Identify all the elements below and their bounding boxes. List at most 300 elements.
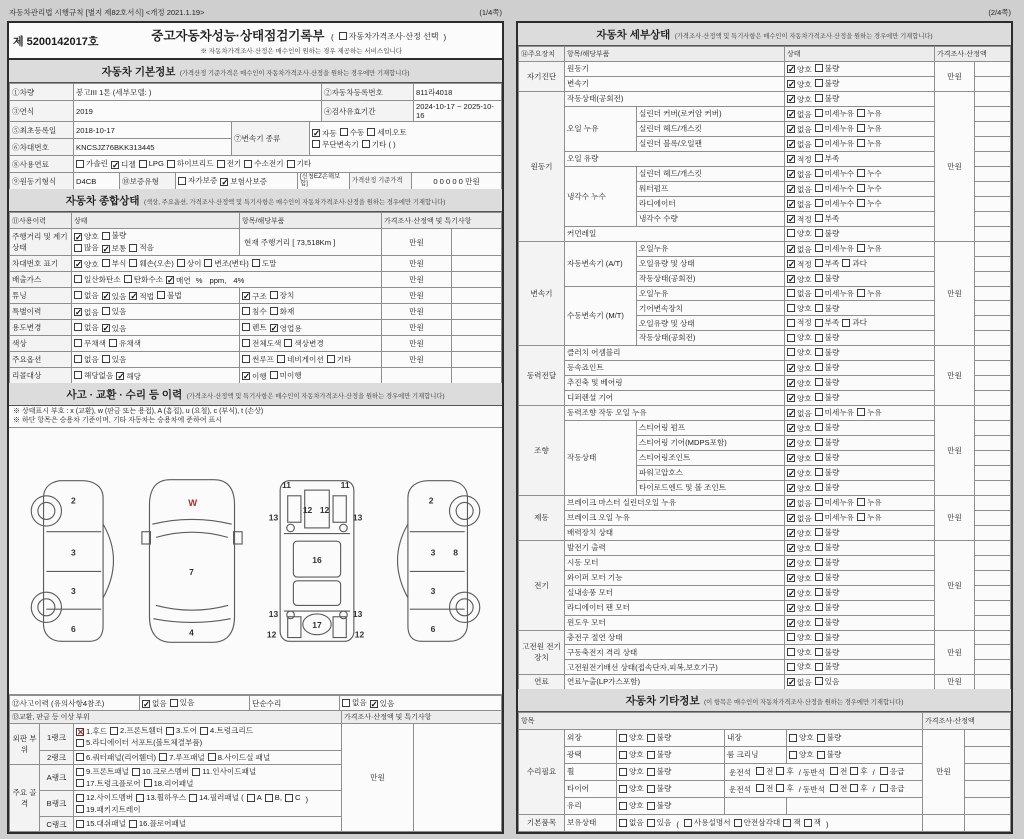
checkbox[interactable] bbox=[242, 323, 250, 331]
checkbox[interactable] bbox=[815, 139, 823, 147]
checked-checkbox[interactable]: ✓ bbox=[243, 291, 251, 301]
checkbox-option[interactable] bbox=[362, 139, 396, 150]
checkbox-option[interactable] bbox=[787, 618, 812, 629]
checkbox-option[interactable] bbox=[74, 338, 106, 349]
checkbox-option[interactable] bbox=[815, 362, 840, 373]
checkbox[interactable] bbox=[129, 820, 137, 828]
checkbox-option[interactable] bbox=[109, 338, 141, 349]
checkbox-option[interactable] bbox=[287, 158, 312, 169]
checkbox-option[interactable] bbox=[684, 817, 731, 828]
checkbox-option[interactable] bbox=[270, 370, 302, 381]
checkbox[interactable] bbox=[857, 408, 865, 416]
checkbox[interactable] bbox=[74, 355, 82, 363]
checked-checkbox[interactable]: ✓ bbox=[788, 408, 796, 419]
checkbox-option[interactable] bbox=[647, 732, 672, 743]
checkbox-option[interactable] bbox=[815, 93, 840, 104]
checkbox-option[interactable] bbox=[787, 64, 812, 75]
checkbox-option[interactable] bbox=[787, 347, 812, 358]
checkbox-option[interactable] bbox=[815, 676, 840, 687]
checkbox-option[interactable] bbox=[815, 377, 840, 388]
checkbox-option[interactable] bbox=[787, 558, 812, 569]
checkbox[interactable] bbox=[787, 348, 795, 356]
checkbox[interactable] bbox=[339, 32, 347, 40]
checkbox[interactable] bbox=[244, 160, 252, 168]
checkbox-option[interactable] bbox=[370, 698, 395, 709]
checkbox[interactable] bbox=[815, 363, 823, 371]
checkbox-option[interactable] bbox=[815, 303, 840, 314]
checkbox-option[interactable] bbox=[139, 159, 164, 168]
checkbox-option[interactable] bbox=[815, 78, 840, 89]
checkbox[interactable] bbox=[756, 784, 764, 792]
checkbox-option[interactable] bbox=[787, 259, 812, 270]
checkbox-option[interactable] bbox=[74, 370, 113, 381]
checkbox[interactable] bbox=[815, 513, 823, 521]
checkbox[interactable] bbox=[76, 805, 84, 813]
checkbox[interactable] bbox=[815, 528, 823, 536]
checkbox[interactable] bbox=[619, 819, 627, 827]
checkbox[interactable] bbox=[270, 371, 278, 379]
checkbox-option[interactable] bbox=[177, 258, 202, 269]
checkbox[interactable] bbox=[342, 699, 350, 707]
checked-checkbox[interactable]: ✓ bbox=[130, 291, 138, 301]
checkbox-option[interactable] bbox=[74, 231, 99, 242]
checked-checkbox[interactable]: ✓ bbox=[75, 259, 83, 269]
checkbox[interactable] bbox=[136, 794, 144, 802]
checkbox[interactable] bbox=[880, 784, 888, 792]
checkbox[interactable] bbox=[815, 663, 823, 671]
checked-checkbox[interactable]: ✓ bbox=[788, 259, 796, 270]
checkbox-option[interactable] bbox=[74, 274, 121, 285]
checkbox-option[interactable] bbox=[787, 154, 812, 165]
checkbox[interactable] bbox=[159, 753, 167, 761]
checkbox-option[interactable] bbox=[787, 543, 812, 554]
warranty-options[interactable] bbox=[176, 173, 298, 190]
checkbox-option[interactable] bbox=[192, 766, 256, 777]
checkbox-option[interactable] bbox=[817, 732, 842, 743]
checkbox[interactable] bbox=[74, 244, 82, 252]
checkbox-option[interactable] bbox=[787, 274, 812, 285]
checked-checkbox[interactable]: ✓ bbox=[75, 231, 83, 242]
checked-checkbox[interactable]: ✓ bbox=[788, 618, 796, 629]
checkbox[interactable] bbox=[76, 160, 84, 168]
checkbox[interactable] bbox=[815, 468, 823, 476]
checkbox[interactable] bbox=[270, 307, 278, 315]
checkbox[interactable] bbox=[132, 768, 140, 776]
checkbox-option[interactable] bbox=[815, 422, 840, 433]
checkbox-option[interactable] bbox=[815, 572, 840, 583]
checkbox[interactable] bbox=[817, 751, 825, 759]
checkbox[interactable] bbox=[166, 727, 174, 735]
checkbox-option[interactable] bbox=[857, 243, 882, 254]
checkbox-option[interactable] bbox=[787, 244, 812, 255]
checkbox-option[interactable] bbox=[815, 661, 840, 672]
checkbox-option[interactable] bbox=[783, 817, 800, 828]
checkbox-option[interactable] bbox=[270, 323, 302, 334]
checkbox[interactable] bbox=[74, 275, 82, 283]
checkbox[interactable] bbox=[139, 160, 147, 168]
checkbox-option[interactable] bbox=[787, 661, 812, 672]
checkbox-option[interactable] bbox=[157, 290, 182, 301]
checked-checkbox[interactable]: ✓ bbox=[370, 698, 378, 709]
checkbox[interactable] bbox=[850, 784, 858, 792]
checkbox-option[interactable] bbox=[815, 153, 840, 164]
checkbox[interactable] bbox=[815, 184, 823, 192]
checkbox-option[interactable] bbox=[850, 766, 867, 777]
checkbox[interactable] bbox=[787, 663, 795, 671]
checkbox-option[interactable] bbox=[815, 63, 840, 74]
checkbox[interactable] bbox=[277, 355, 285, 363]
checkbox-option[interactable] bbox=[815, 407, 854, 418]
checkbox[interactable] bbox=[74, 339, 82, 347]
checkbox-option[interactable] bbox=[857, 288, 882, 299]
checked-checkbox[interactable]: ✓ bbox=[788, 169, 796, 180]
checkbox-option[interactable] bbox=[787, 124, 812, 135]
checkbox[interactable] bbox=[109, 339, 117, 347]
checkbox-option[interactable] bbox=[142, 698, 167, 709]
checkbox-option[interactable] bbox=[880, 783, 905, 794]
checkbox-option[interactable] bbox=[76, 158, 108, 169]
checkbox-option[interactable] bbox=[367, 127, 406, 138]
checkbox-option[interactable] bbox=[208, 752, 270, 763]
checkbox[interactable] bbox=[287, 160, 295, 168]
checkbox-option[interactable] bbox=[265, 793, 282, 802]
checkbox[interactable] bbox=[815, 244, 823, 252]
checkbox-option[interactable] bbox=[756, 783, 773, 794]
checkbox-option[interactable] bbox=[76, 737, 202, 748]
checkbox[interactable] bbox=[204, 259, 212, 267]
checkbox[interactable] bbox=[102, 259, 110, 267]
checkbox-option[interactable] bbox=[815, 392, 840, 403]
checkbox[interactable] bbox=[74, 291, 82, 299]
checkbox[interactable] bbox=[815, 633, 823, 641]
checkbox-option[interactable] bbox=[342, 697, 367, 708]
checkbox-option[interactable] bbox=[842, 317, 867, 328]
checkbox-option[interactable] bbox=[116, 371, 141, 382]
checkbox-option[interactable] bbox=[815, 317, 840, 328]
checkbox-option[interactable] bbox=[787, 408, 812, 419]
checkbox-option[interactable] bbox=[76, 778, 141, 789]
checkbox[interactable] bbox=[102, 307, 110, 315]
checkbox-option[interactable] bbox=[242, 322, 267, 333]
checkbox[interactable] bbox=[815, 214, 823, 222]
checkbox-option[interactable] bbox=[74, 307, 99, 318]
checkbox[interactable] bbox=[815, 408, 823, 416]
checkbox[interactable] bbox=[312, 140, 320, 148]
checkbox-option[interactable] bbox=[787, 378, 812, 389]
checked-checkbox[interactable]: ✓ bbox=[788, 677, 796, 688]
checkbox-option[interactable] bbox=[787, 498, 812, 509]
checkbox[interactable] bbox=[200, 727, 208, 735]
checkbox[interactable] bbox=[783, 819, 791, 827]
checkbox[interactable] bbox=[815, 94, 823, 102]
checkbox[interactable] bbox=[776, 784, 784, 792]
checkbox[interactable] bbox=[857, 139, 865, 147]
checkbox-option[interactable] bbox=[102, 258, 127, 269]
checkbox[interactable] bbox=[124, 275, 132, 283]
checkbox-option[interactable] bbox=[787, 423, 812, 434]
checkbox[interactable] bbox=[129, 259, 137, 267]
checkbox[interactable] bbox=[787, 633, 795, 641]
checkbox-option[interactable] bbox=[789, 749, 814, 760]
checkbox-option[interactable] bbox=[815, 347, 840, 358]
checkbox-option[interactable] bbox=[76, 752, 156, 763]
checkbox[interactable] bbox=[815, 498, 823, 506]
checkbox[interactable] bbox=[284, 339, 292, 347]
checkbox-option[interactable] bbox=[242, 338, 281, 349]
checkbox[interactable] bbox=[327, 355, 335, 363]
checkbox-option[interactable] bbox=[166, 725, 197, 736]
checked-checkbox[interactable]: ✓ bbox=[788, 64, 796, 75]
checkbox-option[interactable] bbox=[787, 303, 812, 314]
checkbox[interactable] bbox=[815, 348, 823, 356]
checkbox[interactable] bbox=[815, 79, 823, 87]
checkbox-option[interactable] bbox=[880, 766, 905, 777]
checkbox-option[interactable] bbox=[815, 632, 840, 643]
checkbox-option[interactable] bbox=[270, 290, 295, 301]
checkbox[interactable] bbox=[170, 699, 178, 707]
checkbox-option[interactable] bbox=[857, 108, 882, 119]
checkbox-option[interactable] bbox=[647, 749, 672, 760]
checkbox[interactable] bbox=[842, 259, 850, 267]
checkbox[interactable] bbox=[102, 355, 110, 363]
checkbox-option[interactable] bbox=[815, 123, 854, 134]
checkbox[interactable] bbox=[815, 169, 823, 177]
checkbox-option[interactable] bbox=[110, 725, 163, 736]
checkbox-option[interactable] bbox=[815, 183, 854, 194]
checked-checkbox[interactable]: ✓ bbox=[788, 603, 796, 614]
checkbox-option[interactable] bbox=[815, 437, 840, 448]
checked-checkbox[interactable]: ✓ bbox=[788, 378, 796, 389]
checkbox-option[interactable] bbox=[857, 183, 882, 194]
checkbox-option[interactable] bbox=[252, 258, 277, 269]
checkbox-option[interactable] bbox=[102, 243, 127, 254]
checkbox-option[interactable] bbox=[270, 306, 295, 317]
checkbox-option[interactable] bbox=[178, 175, 217, 186]
checkbox-option[interactable] bbox=[102, 354, 127, 365]
checkbox-option[interactable] bbox=[815, 587, 840, 598]
checkbox-option[interactable] bbox=[857, 198, 882, 209]
checkbox[interactable] bbox=[815, 483, 823, 491]
checkbox[interactable] bbox=[842, 319, 850, 327]
checkbox-option[interactable] bbox=[815, 198, 854, 209]
checkbox[interactable] bbox=[815, 304, 823, 312]
checkbox[interactable] bbox=[367, 128, 375, 136]
checkbox[interactable] bbox=[789, 751, 797, 759]
checkbox-option[interactable] bbox=[815, 557, 840, 568]
checked-checkbox[interactable]: ✓ bbox=[788, 109, 796, 120]
checkbox-option[interactable] bbox=[815, 332, 840, 343]
checkbox-option[interactable] bbox=[124, 274, 163, 285]
checkbox-option[interactable] bbox=[74, 290, 99, 301]
checked-checkbox[interactable]: ✓ bbox=[788, 438, 796, 449]
accident-history-options[interactable] bbox=[140, 696, 250, 711]
checkbox[interactable] bbox=[857, 289, 865, 297]
checkbox-option[interactable] bbox=[857, 123, 882, 134]
checkbox-option[interactable] bbox=[285, 793, 300, 802]
checkbox-option[interactable] bbox=[129, 291, 154, 302]
title-option-checkbox[interactable] bbox=[329, 33, 451, 42]
checkbox[interactable] bbox=[647, 751, 655, 759]
checkbox[interactable] bbox=[815, 677, 823, 685]
checked-checkbox[interactable]: ✓ bbox=[788, 423, 796, 434]
checkbox-option[interactable] bbox=[815, 512, 854, 523]
checked-checkbox[interactable]: ✓ bbox=[788, 543, 796, 554]
checkbox-option[interactable] bbox=[850, 783, 867, 794]
checkbox-option[interactable] bbox=[247, 793, 262, 802]
checkbox[interactable] bbox=[167, 160, 175, 168]
checkbox-option[interactable] bbox=[647, 783, 672, 794]
checked-checkbox[interactable]: ✓ bbox=[788, 199, 796, 210]
checked-checkbox[interactable]: ✓ bbox=[788, 184, 796, 195]
checkbox[interactable] bbox=[647, 734, 655, 742]
checkbox-option[interactable] bbox=[857, 168, 882, 179]
checkbox-option[interactable] bbox=[787, 184, 812, 195]
checkbox[interactable] bbox=[815, 543, 823, 551]
checked-checkbox[interactable]: ✓ bbox=[788, 154, 796, 165]
checkbox-option[interactable] bbox=[787, 573, 812, 584]
checkbox-option[interactable] bbox=[170, 697, 195, 708]
checkbox[interactable] bbox=[619, 734, 627, 742]
checkbox-option[interactable] bbox=[815, 243, 854, 254]
checkbox-option[interactable] bbox=[647, 817, 672, 828]
checkbox-option[interactable] bbox=[815, 228, 840, 239]
checked-checkbox[interactable]: ✓ bbox=[102, 243, 110, 254]
checked-checkbox[interactable]: ✓ bbox=[221, 176, 229, 187]
checkbox[interactable] bbox=[815, 378, 823, 386]
checkbox[interactable] bbox=[815, 274, 823, 282]
checkbox-option[interactable] bbox=[787, 228, 812, 239]
checked-checkbox[interactable]: ✓ bbox=[112, 159, 120, 170]
checkbox[interactable] bbox=[815, 573, 823, 581]
checkbox-option[interactable] bbox=[815, 602, 840, 613]
checkbox[interactable] bbox=[815, 64, 823, 72]
checkbox[interactable] bbox=[619, 751, 627, 759]
checked-checkbox[interactable]: ✓ bbox=[788, 468, 796, 479]
checkbox-option[interactable] bbox=[787, 199, 812, 210]
checkbox-option[interactable] bbox=[787, 214, 812, 225]
checkbox[interactable] bbox=[189, 794, 197, 802]
checkbox[interactable] bbox=[776, 767, 784, 775]
checkbox-option[interactable] bbox=[815, 108, 854, 119]
checkbox[interactable] bbox=[815, 648, 823, 656]
checkbox-option[interactable] bbox=[787, 317, 812, 328]
checkbox-option[interactable] bbox=[787, 438, 812, 449]
checked-checkbox[interactable]: ✓ bbox=[788, 498, 796, 509]
checkbox-option[interactable] bbox=[220, 176, 267, 187]
checkbox-option[interactable] bbox=[815, 542, 840, 553]
checkbox-option[interactable] bbox=[815, 258, 840, 269]
checkbox-option[interactable] bbox=[787, 393, 812, 404]
checkbox[interactable] bbox=[285, 794, 293, 802]
checked-checkbox[interactable]: ✓ bbox=[788, 124, 796, 135]
checkbox-option[interactable] bbox=[787, 647, 812, 658]
checkbox[interactable] bbox=[208, 753, 216, 761]
checkbox-option[interactable] bbox=[76, 818, 126, 829]
checkbox-option[interactable] bbox=[144, 778, 194, 789]
checkbox-option[interactable] bbox=[815, 482, 840, 493]
checkbox-option[interactable] bbox=[787, 513, 812, 524]
checkbox-option[interactable] bbox=[815, 213, 840, 224]
checkbox[interactable] bbox=[362, 140, 370, 148]
checkbox-option[interactable] bbox=[244, 158, 283, 169]
checkbox[interactable] bbox=[857, 169, 865, 177]
checkbox-option[interactable] bbox=[857, 512, 882, 523]
checkbox[interactable] bbox=[102, 232, 110, 240]
checkbox[interactable] bbox=[815, 109, 823, 117]
checkbox-option[interactable] bbox=[166, 275, 191, 286]
checkbox[interactable] bbox=[647, 768, 655, 776]
checkbox[interactable] bbox=[74, 323, 82, 331]
checked-checkbox[interactable]: ✓ bbox=[788, 244, 796, 255]
checkbox[interactable] bbox=[76, 739, 84, 747]
checkbox-option[interactable] bbox=[787, 632, 812, 643]
checkbox[interactable] bbox=[129, 244, 137, 252]
checkbox[interactable] bbox=[242, 355, 250, 363]
checkbox-option[interactable] bbox=[312, 128, 337, 139]
checkbox[interactable] bbox=[857, 124, 865, 132]
checkbox[interactable] bbox=[270, 291, 278, 299]
checkbox[interactable] bbox=[815, 588, 823, 596]
checkbox[interactable] bbox=[76, 820, 84, 828]
checkbox-option[interactable] bbox=[619, 749, 644, 760]
checkbox-option[interactable] bbox=[857, 138, 882, 149]
checked-checkbox[interactable]: ✓ bbox=[788, 513, 796, 524]
checkbox-option[interactable] bbox=[787, 528, 812, 539]
checkbox-option[interactable] bbox=[204, 258, 248, 269]
checkbox-option[interactable] bbox=[242, 371, 267, 382]
checkbox-option[interactable] bbox=[647, 800, 672, 811]
checkbox-option[interactable] bbox=[815, 617, 840, 628]
checkbox-option[interactable] bbox=[815, 273, 840, 284]
checkbox[interactable] bbox=[815, 618, 823, 626]
checkbox-option[interactable] bbox=[857, 497, 882, 508]
checkbox[interactable] bbox=[247, 794, 255, 802]
checkbox[interactable] bbox=[74, 371, 82, 379]
checkbox-option[interactable] bbox=[619, 732, 644, 743]
checkbox[interactable] bbox=[815, 229, 823, 237]
checkbox-option[interactable] bbox=[167, 158, 214, 169]
checked-checkbox[interactable]: ✓ bbox=[788, 483, 796, 494]
checkbox-option[interactable] bbox=[815, 452, 840, 463]
checkbox[interactable] bbox=[815, 319, 823, 327]
simple-repair-options[interactable] bbox=[340, 696, 502, 711]
checkbox[interactable] bbox=[857, 513, 865, 521]
checked-checkbox[interactable]: ✓ bbox=[788, 528, 796, 539]
checkbox-option[interactable] bbox=[787, 139, 812, 150]
checkbox[interactable] bbox=[787, 648, 795, 656]
checkbox[interactable] bbox=[789, 734, 797, 742]
checkbox-option[interactable] bbox=[242, 291, 267, 302]
checkbox-option[interactable] bbox=[242, 306, 267, 317]
checked-checkbox[interactable]: ✓ bbox=[788, 393, 796, 404]
checkbox-option[interactable] bbox=[312, 139, 359, 150]
checkbox-option[interactable] bbox=[787, 94, 812, 105]
checked-checkbox[interactable]: ✓ bbox=[313, 128, 321, 139]
checkbox[interactable] bbox=[242, 307, 250, 315]
checkbox-option[interactable] bbox=[74, 354, 99, 365]
checkbox-option[interactable] bbox=[129, 242, 154, 253]
checkbox-option[interactable] bbox=[787, 483, 812, 494]
checkbox[interactable] bbox=[815, 154, 823, 162]
checkbox-option[interactable] bbox=[619, 817, 644, 828]
checkbox[interactable] bbox=[217, 160, 225, 168]
checkbox-option[interactable] bbox=[734, 817, 781, 828]
checkbox-option[interactable] bbox=[340, 127, 365, 138]
checkbox-option[interactable] bbox=[74, 322, 99, 333]
checkbox[interactable] bbox=[734, 819, 742, 827]
checkbox-option[interactable] bbox=[815, 288, 854, 299]
checkbox-option[interactable] bbox=[789, 732, 814, 743]
